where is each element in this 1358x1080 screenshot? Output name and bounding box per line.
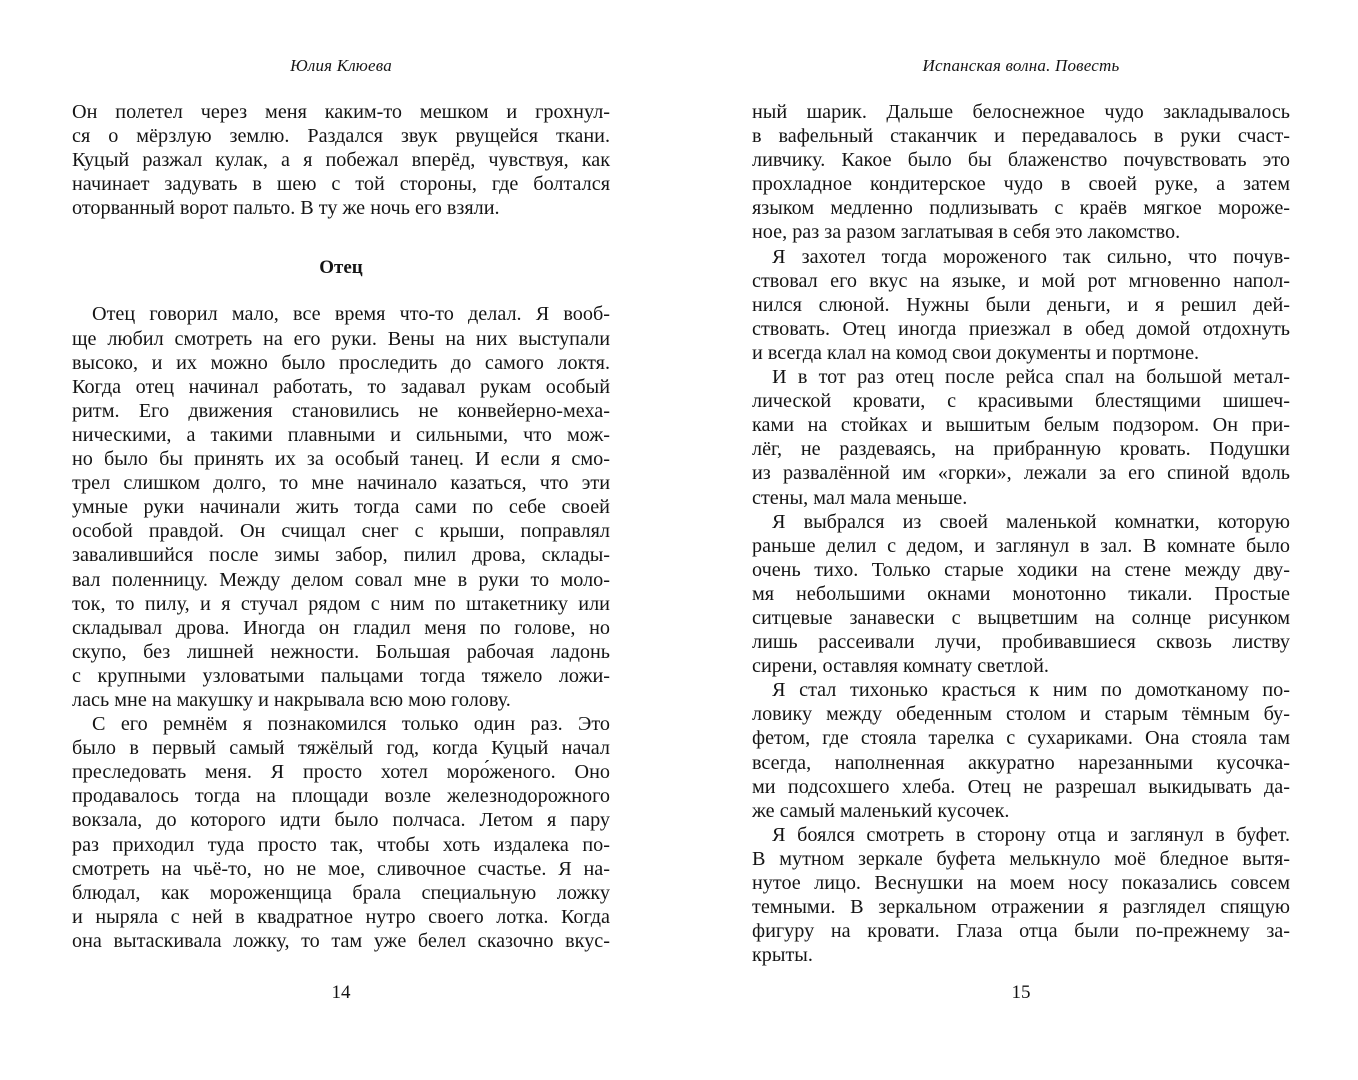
text-line: из развалённой им «горки», лежали за его спиной вдоль bbox=[752, 462, 1290, 485]
text-line: лась мне на макушку и накрывала всю мою голову. bbox=[72, 688, 511, 711]
text-line: она вытаскивала ложку, то там уже белел сказочно вкус- bbox=[72, 929, 610, 952]
text-line: ся о мёрзлую землю. Раздался звук рвущейся ткани. bbox=[72, 125, 610, 148]
right-page-body bbox=[752, 100, 1290, 967]
text-line: оторванный ворот пальто. В ту же ночь его взяли. bbox=[72, 197, 500, 220]
paragraph bbox=[752, 510, 1290, 679]
text-line: Я захотел тогда мороженого так сильно, что почув- bbox=[772, 245, 1290, 268]
text-line: всегда, наполненная аккуратно нарезанными кусочка- bbox=[752, 751, 1290, 774]
text-line: высоко, и их можно было проследить до самого локтя. bbox=[72, 351, 610, 374]
paragraph bbox=[752, 678, 1290, 823]
paragraph bbox=[72, 302, 610, 712]
text-line: ническими, а такими плавными и сильными, что мож- bbox=[72, 423, 610, 446]
text-line: Я стал тихонько красться к ним по домотканому по- bbox=[772, 679, 1290, 702]
running-head-author: Юлия Клюева bbox=[290, 56, 392, 75]
text-line: Когда отец начинал работать, то задавал рукам особый bbox=[72, 375, 610, 398]
text-line: смотреть на чьё-то, но не мое, сливочное счастье. Я на- bbox=[72, 857, 610, 880]
text-line: ми подсохшего хлеба. Отец не разрешал выкидывать да- bbox=[752, 775, 1290, 798]
text-line: нутое лицо. Веснушки на моем носу показались совсем bbox=[752, 872, 1290, 894]
text-line: вокзала, до которого идти было полчаса. Летом я пару bbox=[72, 809, 610, 832]
text-line: лишь рассеивали лучи, пробивавшиеся сквозь листву bbox=[752, 631, 1290, 654]
text-line: Отец говорил мало, все время что-то делал. Я вооб- bbox=[92, 303, 610, 326]
text-line: складывал дрова. Иногда он гладил меня по голове, но bbox=[72, 616, 610, 639]
text-line: фигуру на кровати. Глаза отца были по-прежнему за- bbox=[752, 920, 1290, 943]
opening-paragraph bbox=[72, 100, 610, 220]
text-line: ный шарик. Дальше белоснежное чудо закладывалось bbox=[752, 101, 1290, 123]
text-line: ствовать. Отец иногда приезжал в обед домой отдохнуть bbox=[752, 317, 1290, 340]
text-line: же самый маленький кусочек. bbox=[752, 799, 1010, 822]
text-line: раньше делил с дедом, и заглянул в зал. В комнате было bbox=[752, 534, 1290, 557]
text-line: и всегда клал на комод свои документы и портмоне. bbox=[752, 341, 1200, 364]
text-line: лической кровати, с красивыми блестящими шишеч- bbox=[752, 390, 1290, 413]
text-line: и ныряла с ней в квадратное нутро своего лотка. Когда bbox=[72, 905, 610, 928]
paragraph bbox=[752, 100, 1290, 245]
text-line: с крупными узловатыми пальцами тогда тяжело ложи- bbox=[72, 664, 610, 687]
paragraph bbox=[752, 365, 1290, 510]
text-line: раз приходил туда просто так, чтобы хоть издалека по- bbox=[72, 833, 610, 856]
text-line: ное, раз за разом заглатывая в себя это лакомство. bbox=[752, 221, 1181, 244]
text-line: Я выбрался из своей маленькой комнатки, которую bbox=[772, 510, 1290, 533]
text-line: темными. В зеркальном отражении я разглядел спящую bbox=[752, 896, 1290, 919]
text-line: умные руки начинали жить тогда сами по себе своей bbox=[72, 496, 610, 519]
page-number: 15 bbox=[1011, 982, 1031, 1003]
text-line: ще любил смотреть на его руки. Вены на них выступали bbox=[72, 327, 610, 350]
text-line: фетом, где стояла тарелка с сухариками. Она стояла там bbox=[752, 727, 1290, 750]
text-line: ливчику. Какое было бы блаженство почувствовать это bbox=[752, 149, 1290, 172]
text-line: ловику между обеденным столом и старым тёмным бу- bbox=[752, 703, 1290, 726]
text-line: особой правдой. Он счищал снег с крыши, поправлял bbox=[72, 520, 610, 543]
text-line: ками на стойках и вышитым белым подзором. Он при- bbox=[752, 414, 1290, 437]
text-line: ритм. Его движения становились не конвейерно-меха- bbox=[72, 399, 610, 422]
text-line: Он полетел через меня каким-то мешком и грохнул- bbox=[72, 101, 610, 123]
text-line: лёг, не раздеваясь, на прибранную кровать. Подушки bbox=[752, 438, 1290, 461]
text-line: завалившийся после зимы забор, пилил дрова, склады- bbox=[72, 544, 610, 567]
text-line: Куцый разжал кулак, а я побежал вперёд, чувствуя, как bbox=[72, 149, 610, 172]
text-line: Я боялся смотреть в сторону отца и заглянул в буфет. bbox=[772, 823, 1290, 846]
text-line: в вафельный стаканчик и передавалось в руки счаст- bbox=[752, 125, 1290, 148]
text-line: было в первый самый тяжёлый год, когда Куцый начал bbox=[72, 737, 610, 760]
text-line: трел слишком долго, то мне начинало казаться, что эти bbox=[72, 472, 610, 495]
paragraph bbox=[72, 712, 610, 953]
text-line: сирени, оставляя комнату светлой. bbox=[752, 655, 1049, 678]
text-line: продавалось тогда на площади возле железнодорожного bbox=[72, 785, 610, 808]
chapter-heading: Отец bbox=[319, 257, 363, 279]
left-page bbox=[72, 0, 610, 1080]
running-head-title: Испанская волна. Повесть bbox=[922, 56, 1120, 75]
text-line: нился слюной. Нужны были деньги, и я решил дей- bbox=[752, 293, 1290, 316]
text-line: очень тихо. Только старые ходики на стене между дву- bbox=[752, 558, 1290, 581]
text-line: преследовать меня. Я просто хотел моро́женого. Оно bbox=[72, 761, 610, 784]
text-line: ситцевые занавески с выцветшим на солнце рисунком bbox=[752, 606, 1290, 629]
text-line: скупо, без лишней нежности. Большая рабочая ладонь bbox=[72, 640, 610, 663]
text-line: но было бы принять их за особый танец. И если я смо- bbox=[72, 448, 610, 471]
text-line: крыты. bbox=[752, 944, 813, 967]
paragraph bbox=[752, 245, 1290, 365]
text-line: стены, мал мала меньше. bbox=[752, 486, 968, 509]
text-line: начинает задувать в шею с той стороны, где болтался bbox=[72, 173, 610, 196]
text-line: вал поленницу. Между делом совал мне в руки то моло- bbox=[72, 568, 610, 591]
text-line: мя небольшими окнами монотонно тикали. Простые bbox=[752, 582, 1290, 605]
page-number: 14 bbox=[331, 982, 351, 1003]
paragraph bbox=[752, 823, 1290, 968]
text-line: И в тот раз отец после рейса спал на большой метал- bbox=[772, 366, 1290, 389]
right-page bbox=[752, 0, 1290, 1080]
text-line: прохладное кондитерское чудо в своей руке, а затем bbox=[752, 173, 1290, 196]
text-line: В мутном зеркале буфета мелькнуло моё бледное вытя- bbox=[752, 847, 1290, 870]
text-line: блюдал, как мороженщица брала специальную ложку bbox=[72, 881, 610, 904]
left-page-body bbox=[72, 100, 610, 953]
text-line: языком медленно подлизывать с краёв мягкое мороже- bbox=[752, 197, 1290, 220]
text-line: С его ремнём я познакомился только один раз. Это bbox=[92, 713, 610, 736]
text-line: ствовал его вкус на языке, и мой рот мгновенно напол- bbox=[752, 269, 1290, 292]
text-line: ток, то пилу, и я стучал рядом с ним по штакетнику или bbox=[72, 592, 610, 615]
